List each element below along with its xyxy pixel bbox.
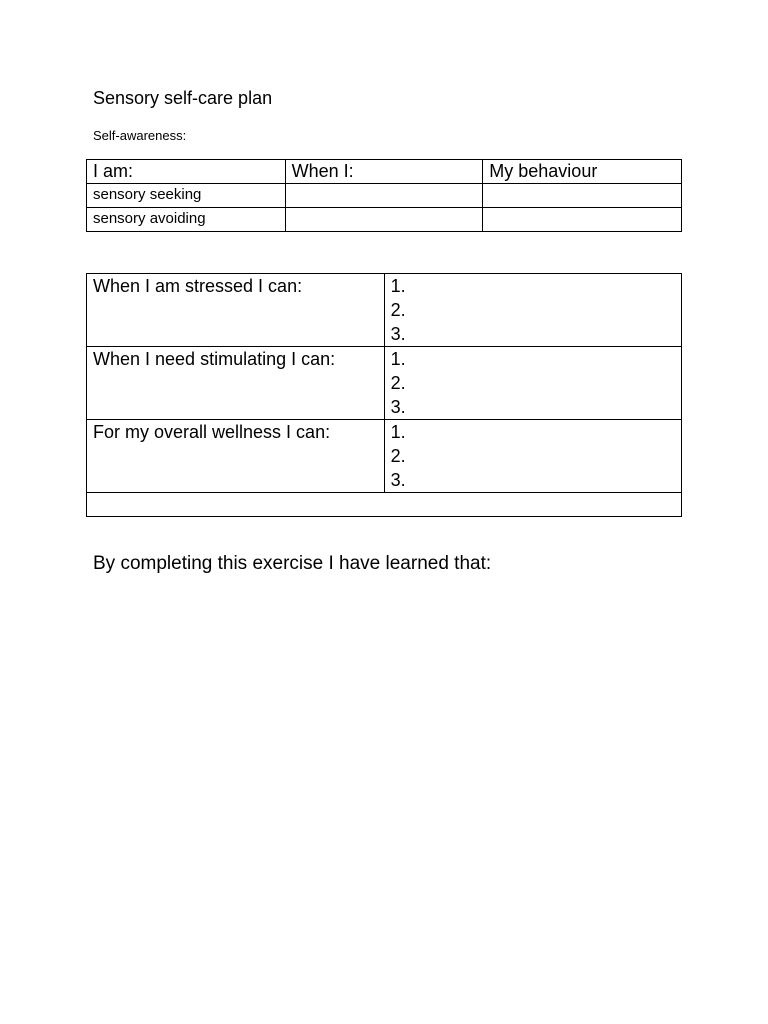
header-my-behaviour: My behaviour (483, 160, 682, 184)
coping-plan-table (86, 273, 682, 517)
section-label-self-awareness: Self-awareness: (93, 128, 187, 143)
table-row (87, 420, 682, 493)
table-row (87, 274, 682, 347)
list-wellness[interactable] (384, 420, 681, 493)
page-title: Sensory self-care plan (93, 88, 273, 108)
cell-seeking-when[interactable] (285, 184, 483, 208)
list-stressed[interactable] (384, 274, 681, 347)
cell-avoiding-behaviour[interactable] (483, 208, 682, 232)
list-item: 1. (390, 422, 406, 442)
cell-sensory-seeking: sensory seeking (87, 184, 286, 208)
learned-prompt: By completing this exercise I have learned that: (93, 553, 492, 574)
table-row (87, 208, 682, 232)
list-item: 2. (390, 446, 406, 466)
list-item: 3. (390, 397, 406, 417)
label-wellness: For my overall wellness I can: (87, 420, 385, 493)
list-item: 3. (390, 324, 406, 344)
cell-seeking-behaviour[interactable] (483, 184, 682, 208)
list-stimulating[interactable] (384, 347, 681, 420)
label-stressed: When I am stressed I can: (87, 274, 385, 347)
table-row (87, 347, 682, 420)
list-item: 2. (390, 373, 406, 393)
list-item: 1. (390, 349, 406, 369)
table-row (87, 184, 682, 208)
header-i-am: I am: (87, 160, 286, 184)
cell-avoiding-when[interactable] (285, 208, 483, 232)
list-item: 1. (390, 276, 406, 296)
label-stimulating: When I need stimulating I can: (87, 347, 385, 420)
list-item: 3. (390, 470, 406, 490)
blank-cell[interactable] (87, 493, 682, 517)
table-header-row (87, 160, 682, 184)
header-when-i: When I: (285, 160, 483, 184)
table-row-blank (87, 493, 682, 517)
cell-sensory-avoiding: sensory avoiding (87, 208, 286, 232)
self-awareness-table (86, 159, 682, 232)
list-item: 2. (390, 300, 406, 320)
